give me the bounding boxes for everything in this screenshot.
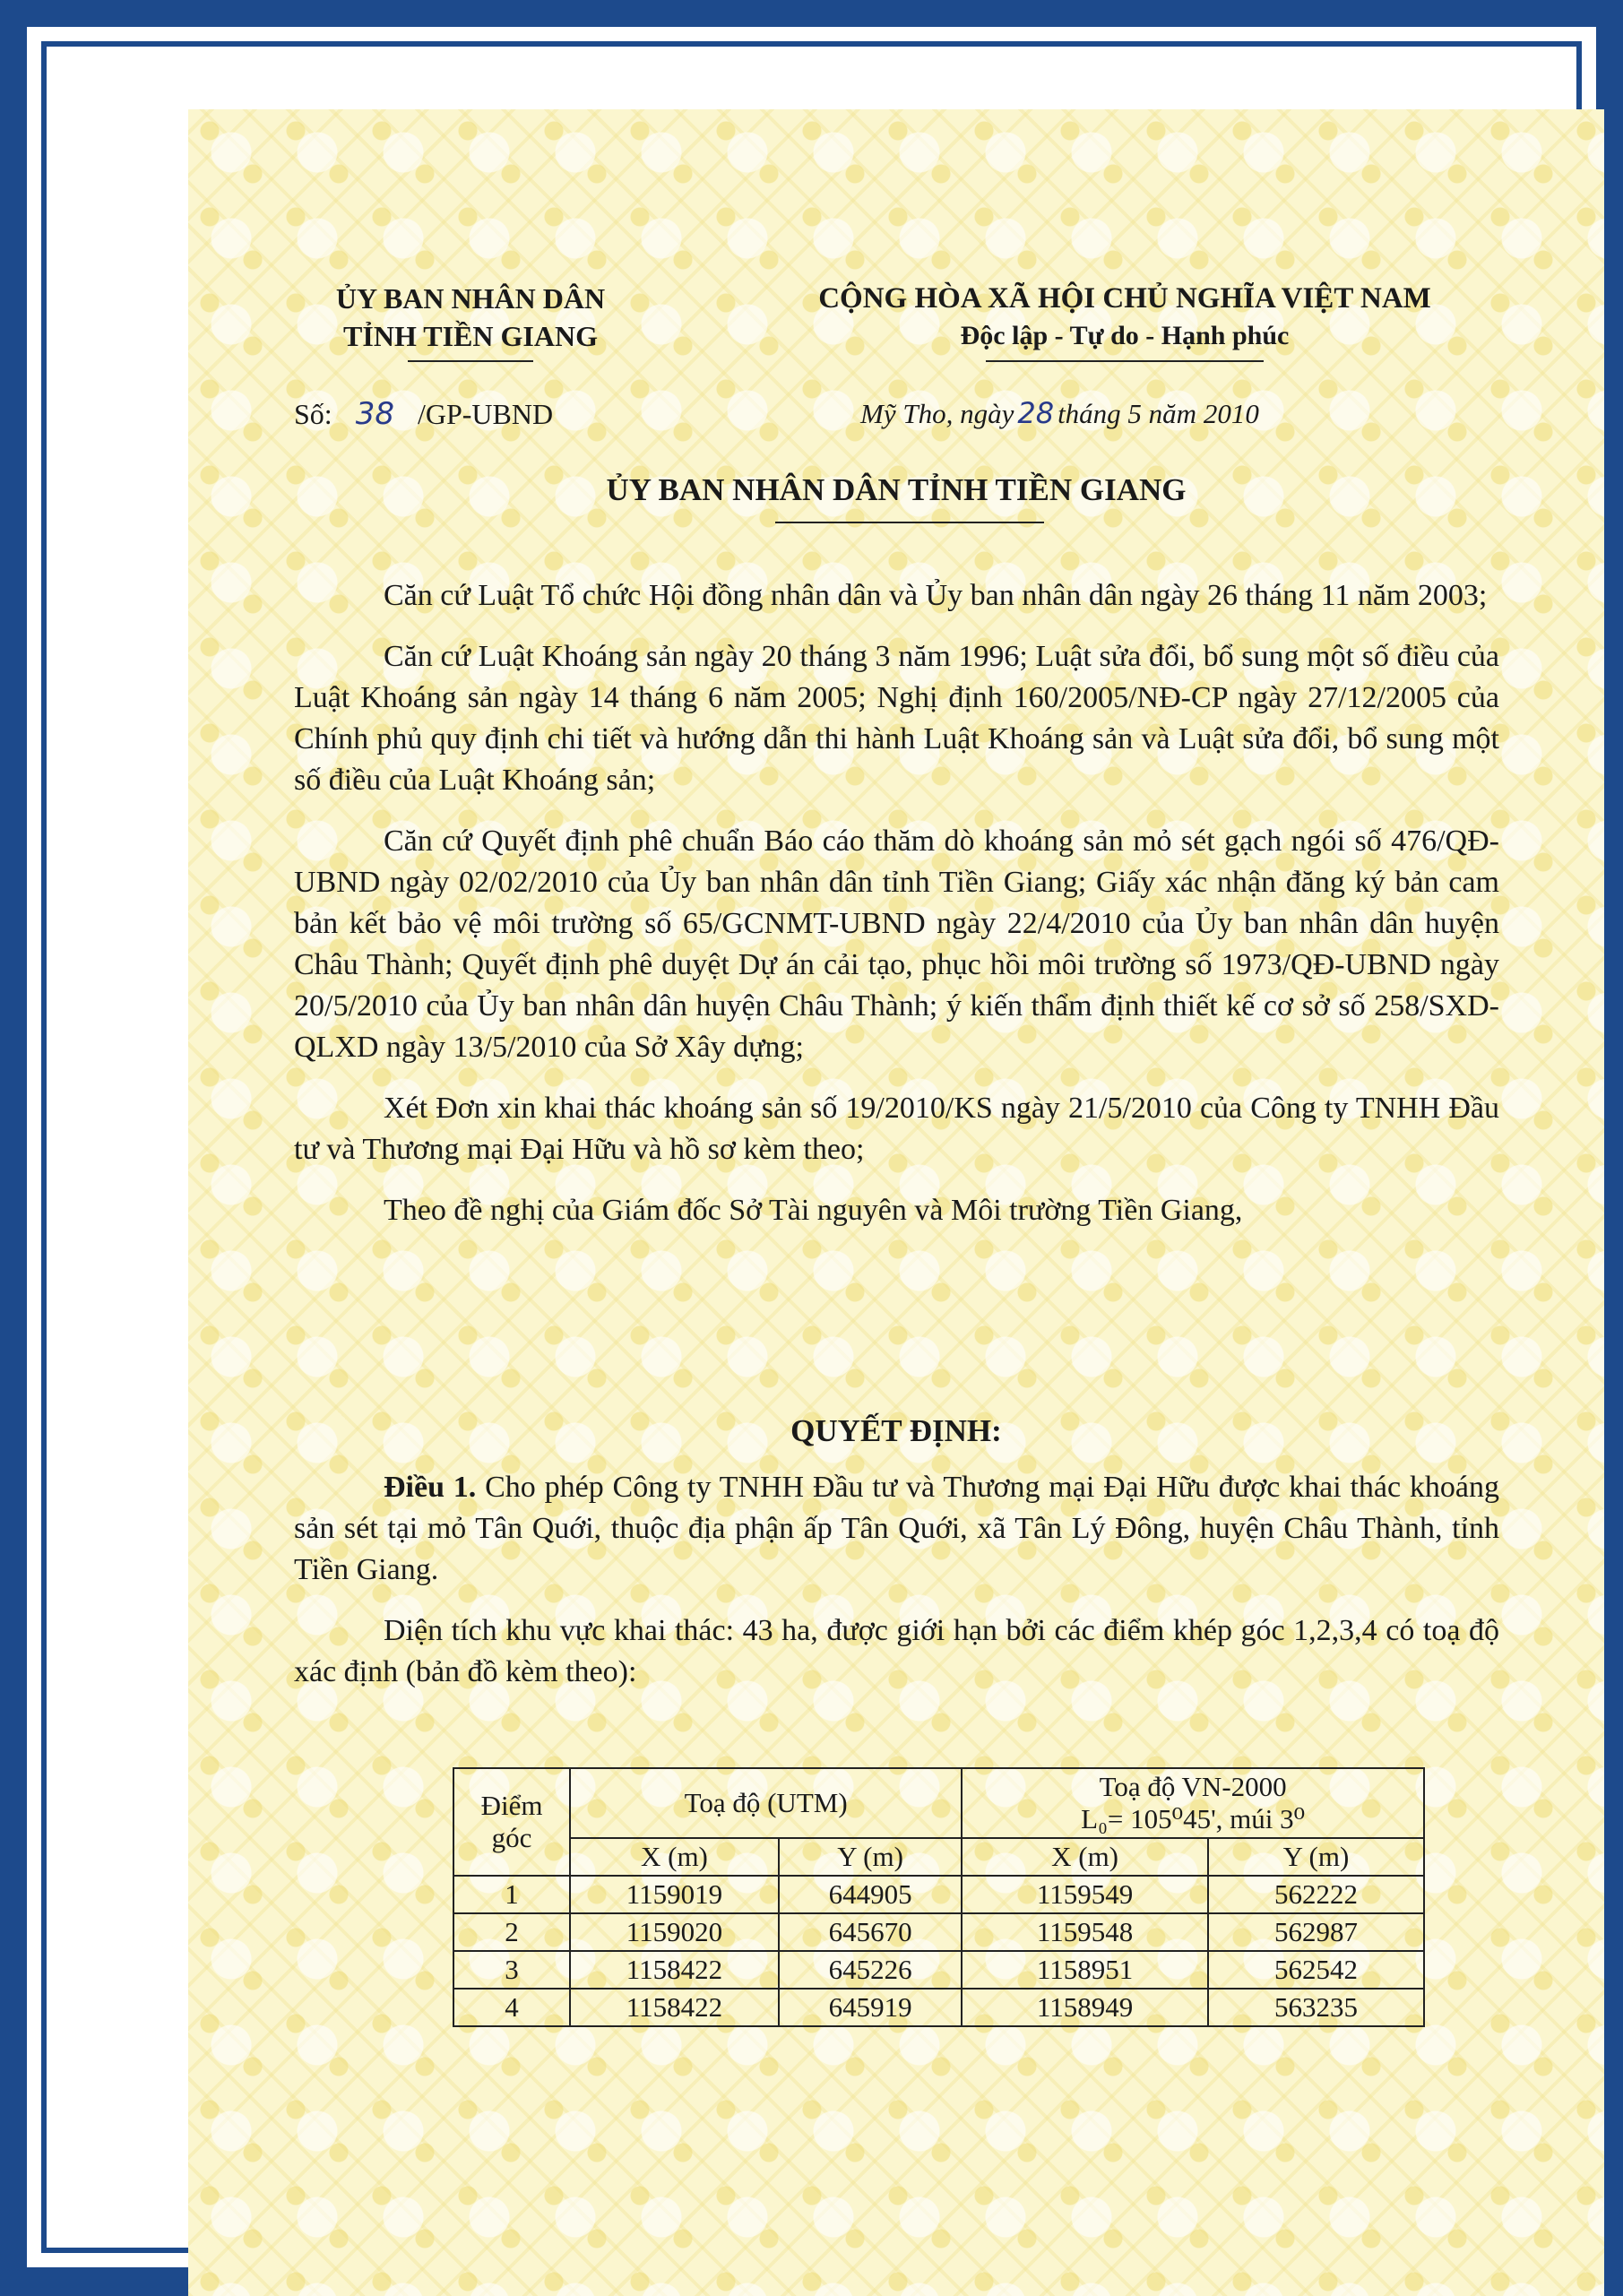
country-name: CỘNG HÒA XÃ HỘI CHỦ NGHĨA VIỆT NAM — [818, 282, 1431, 315]
cell-utm-x: 1159020 — [570, 1913, 779, 1951]
preamble-paragraph: Theo đề nghị của Giám đốc Sở Tài nguyên và Môi trường Tiền Giang, — [384, 1194, 1243, 1227]
date-suffix: tháng 5 năm 2010 — [1058, 398, 1259, 429]
cell-utm-y: 645670 — [779, 1913, 962, 1951]
col-header-point: Điểm góc — [453, 1768, 570, 1876]
article-1-label: Điều 1. — [384, 1471, 477, 1504]
issuing-authority — [305, 280, 636, 355]
authority-line-2: TỈNH TIỀN GIANG — [343, 320, 598, 352]
motto-underline — [986, 360, 1264, 362]
table-row — [453, 1951, 1424, 1989]
cell-utm-y: 644905 — [779, 1876, 962, 1913]
cell-vn-x: 1159549 — [962, 1876, 1208, 1913]
vn2000-parameters: L₀= 105⁰45', múi 3⁰ — [1081, 1803, 1306, 1834]
cell-point: 1 — [453, 1876, 570, 1913]
cell-vn-x: 1158949 — [962, 1989, 1208, 2026]
doc-number-handwritten: 38 — [355, 396, 394, 432]
decision-heading: QUYẾT ĐỊNH: — [790, 1413, 1002, 1448]
cell-point: 3 — [453, 1951, 570, 1989]
inner-frame — [41, 41, 1582, 2253]
cell-vn-x: 1158951 — [962, 1951, 1208, 1989]
title-underline — [775, 522, 1044, 523]
cell-point: 4 — [453, 1989, 570, 2026]
preamble — [294, 575, 1499, 1251]
cell-vn-x: 1159548 — [962, 1913, 1208, 1951]
authority-underline — [408, 360, 533, 362]
col-header-vn2000 — [962, 1768, 1424, 1838]
cell-point: 2 — [453, 1913, 570, 1951]
article-1 — [294, 1467, 1499, 1713]
article-1-paragraph — [294, 1467, 1499, 1591]
preamble-paragraph: Căn cứ Luật Tổ chức Hội đồng nhân dân và Ủy ban nhân dân ngày 26 tháng 11 năm 2003; — [384, 579, 1488, 612]
cell-utm-x: 1159019 — [570, 1876, 779, 1913]
doc-number-suffix: /GP-UBND — [417, 398, 554, 430]
cell-vn-y: 562542 — [1208, 1951, 1424, 1989]
table-row — [453, 1876, 1424, 1913]
table-row — [453, 1989, 1424, 2026]
table-row — [453, 1913, 1424, 1951]
sub-header-vn-x: X (m) — [962, 1838, 1208, 1876]
col-header-utm: Toạ độ (UTM) — [570, 1768, 962, 1838]
cell-vn-y: 562987 — [1208, 1913, 1424, 1951]
sub-header-vn-y: Y (m) — [1208, 1838, 1424, 1876]
sub-header-utm-x: X (m) — [570, 1838, 779, 1876]
place-date — [860, 396, 1259, 430]
preamble-paragraph: Căn cứ Quyết định phê chuẩn Báo cáo thăm dò khoáng sản mỏ sét gạch ngói số 476/QĐ-UBND ngày 02/02/2010 của Ủy ban nhân dân tỉnh Tiền Giang; Giấy xác nhận đăng ký bản cam bản kết bảo vệ môi trường số 65/GCNMT-UBND ngày 22/4/2010 của Ủy ban nhân dân huyện Châu Thành; Quyết định phê duyệt Dự án cải tạo, phục hồi môi trường số 1973/QĐ-UBND ngày 20/5/2010 của Ủy ban nhân dân huyện Châu Thành; ý kiến thẩm định thiết kế cơ sở số 258/SXD-QLXD ngày 13/5/2010 của Sở Xây dựng; — [294, 824, 1499, 1064]
cell-utm-x: 1158422 — [570, 1951, 779, 1989]
cell-utm-x: 1158422 — [570, 1989, 779, 2026]
article-1-text: Cho phép Công ty TNHH Đầu tư và Thương mại Đại Hữu được khai thác khoáng sản sét tại mỏ Tân Quới, thuộc địa phận ấp Tân Quới, xã Tân Lý Đông, huyện Châu Thành, tỉnh Tiền Giang. — [294, 1471, 1499, 1586]
preamble-paragraph: Xét Đơn xin khai thác khoáng sản số 19/2010/KS ngày 21/5/2010 của Công ty TNHH Đầu tư và Thương mại Đại Hữu và hồ sơ kèm theo; — [294, 1092, 1499, 1166]
document-title: ỦY BAN NHÂN DÂN TỈNH TIỀN GIANG — [606, 472, 1187, 507]
cell-vn-y: 562222 — [1208, 1876, 1424, 1913]
doc-number-prefix: Số: — [294, 398, 332, 430]
article-1-area: Diện tích khu vực khai thác: 43 ha, được giới hạn bởi các điểm khép góc 1,2,3,4 có toạ độ xác định (bản đồ kèm theo): — [294, 1614, 1499, 1688]
national-heading — [753, 280, 1497, 355]
date-prefix: Mỹ Tho, ngày — [860, 398, 1014, 429]
cell-utm-y: 645226 — [779, 1951, 962, 1989]
document-page — [188, 109, 1604, 2296]
date-day-handwritten: 28 — [1017, 396, 1055, 430]
preamble-paragraph: Căn cứ Luật Khoáng sản ngày 20 tháng 3 năm 1996; Luật sửa đổi, bổ sung một số điều của Luật Khoáng sản ngày 14 tháng 6 năm 2005; Nghị định 160/2005/NĐ-CP ngày 27/12/2005 của Chính phủ quy định chi tiết và hướng dẫn thi hành Luật Khoáng sản và Luật sửa đổi, bổ sung một số điều của Luật Khoáng sản; — [294, 640, 1499, 797]
sub-header-utm-y: Y (m) — [779, 1838, 962, 1876]
authority-line-1: ỦY BAN NHÂN DÂN — [335, 282, 606, 315]
cell-vn-y: 563235 — [1208, 1989, 1424, 2026]
coordinates-table — [453, 1767, 1425, 2027]
vn2000-title: Toạ độ VN-2000 — [1099, 1771, 1287, 1802]
national-motto: Độc lập - Tự do - Hạnh phúc — [960, 321, 1290, 350]
document-number — [294, 396, 553, 432]
cell-utm-y: 645919 — [779, 1989, 962, 2026]
